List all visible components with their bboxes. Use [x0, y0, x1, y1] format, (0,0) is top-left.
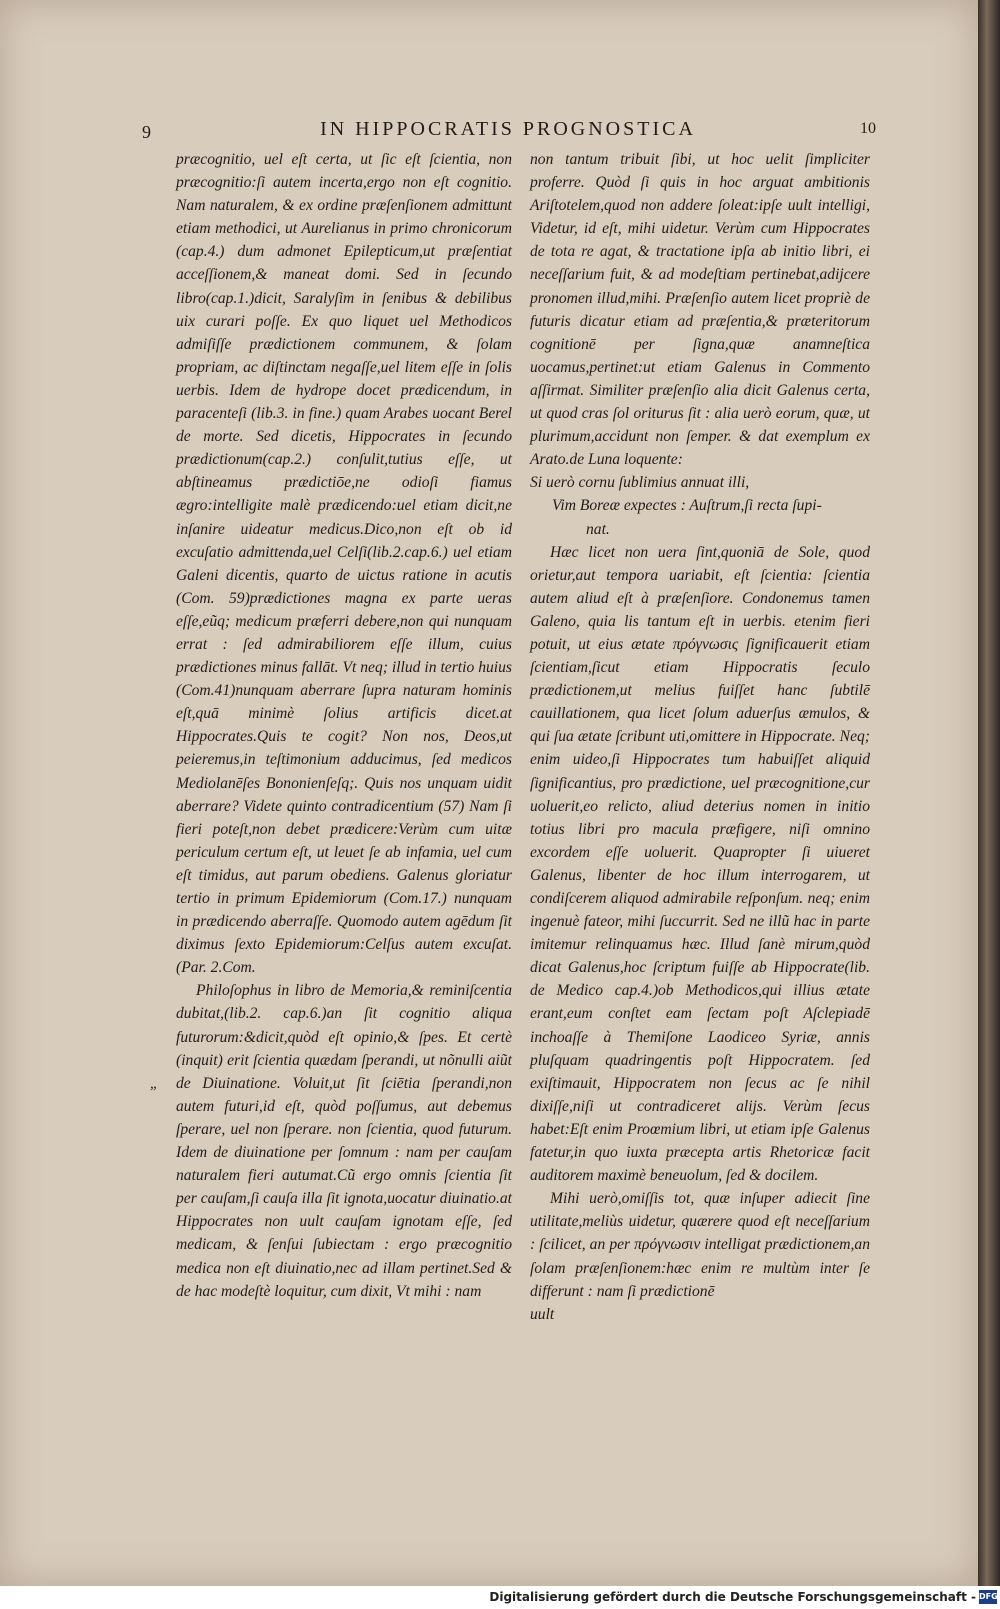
left-column [176, 148, 512, 1303]
verse-line: Si uerò cornu ſublimius annuat illi, [530, 474, 750, 492]
margin-quote-mark: ” [150, 1084, 157, 1100]
paragraph: non tantum tribuit ſibi, ut hoc uelit ſimpliciter proferre. Quòd ſi quis in hoc arguat ambitionis Ariſtotelem,quod non addere ſoleat:ipſe uult intelligi, Videtur, id eſt, mihi uidetur. Verùm cum Hippocrates de tota re agat, & tractatione ipſa ab initio libri, ei neceſſarium fuit, & ad modeſtiam pertinebat,adijcere pronomen illud,mihi. Præſenſio autem licet propriè de futuris dicatur etiam ad præſentia,& præteritorum cognitionē per ſigna,quæ anamneſtica uocamus,pertinet:ut etiam Galenus in Commento aſſirmat. Similiter præſenſio alia dicit Galenus certa, ut quod cras ſol oriturus ſit : alia uerò eorum, quæ, ut plurimum,accidunt non ſemper. & dat exemplum ex Arato.de Luna loquente: [530, 151, 870, 469]
funding-notice: Digitalisierung gefördert durch die Deutsche Forschungsgemeinschaft - [489, 1590, 976, 1604]
footer-bar [0, 1586, 1000, 1609]
dfg-logo-icon: DFG [979, 1590, 997, 1604]
verse-line: nat. [586, 520, 610, 538]
paragraph: Philoſophus in libro de Memoria,& reminiſcentia dubitat,(lib.2. cap.6.)an ſit cognitio aliqua futurorum:&dicit,quòd eſt opinio,& ſpes. Et certè (inquit) erit ſcientia quædam ſperandi, ut nõnulli aiũt de Diuinatione. Voluit,ut ſit ſciētia ſperandi,non autem futuri,id eſt, quòd poſſumus, aut debemus ſperare, uel non ſperare. non ſcientia, quod futurum. Idem de diuinatione per ſomnum : nam per cauſam naturalem fieri autumat.Cũ ergo omnis ſcientia ſit per cauſam,ſi cauſa illa ſit ignota,uocatur diuinatio.at Hippocrates non uult cauſam ignotam eſſe, ſed medicam, & ſenſui ſubiectam : ergo præcognitio medica non eſt diuinatio,nec ad illam pertinet.Sed & de hac modeſtè loquitur, cum dixit, Vt mihi : nam [176, 982, 512, 1300]
paragraph: Hæc licet non uera ſint,quoniā de Sole, quod orietur,aut tempora uariabit, eſt ſcientia: ſcientia autem aliud eſt à præſenſiore. Condonemus tamen Galeno, quia lis tantum eſt in uerbis. etenim fieri potuit, ut eius ætate πρόγνωσις ſignificauerit etiam ſcientiam,ſicut etiam Hippocratis ſeculo prædictionem,ut melius fuiſſet hanc ſubtilē cauillationem, qua licet ſolum aduerſus æmulos, & qui ſua ætate ſcribunt uti,omittere in Hippocrate. Neq; enim uideo,ſi Hippocrates tum habuiſſet aliquid ſignificantius, pro prædictione, uel præcognitione,cur uoluerit,eo relicto, aliud deterius nomen in initio totius libri pro macula præfigere, niſi omnino excordem eſſe uoluerit. Quapropter ſi uiueret Galenus, libenter de hoc illum interrogarem, ut condiſcerem aliquod admirabile reſponſum. neq; enim ingenuè fateor, mihi ſuccurrit. Sed ne illũ hac in parte imitemur relinquamus hæc. Illud ſanè mirum,quòd dicat Galenus,hoc ſcriptum fuiſſe ab Hippocrate(lib. de Medico cap.4.)ob Methodicos,qui illius ætate erant,eum conſtet eam ſectam poſt Aſclepiadē inchoaſſe à Themiſone Laodiceo Syriæ, annis pluſquam quadringentis poſt Hippocratem. ſed exiſtimauit, Hippocratem non ſecus ac ſe nihil dixiſſe,niſi ut contradiceret alijs. Verùm ſecus habet:Eſt enim Proœmium libri, ut etiam ipſe Galenus fatetur,in quo iuxta præcepta artis Rhetoricæ facit auditorem maximè beneuolum, ſed & docilem. [530, 543, 870, 1185]
verse-line: Vim Boreæ expectes : Auſtrum,ſi recta ſupi- [552, 497, 822, 515]
page-number-right: 10 [860, 120, 876, 137]
book-edge [978, 0, 1000, 1586]
page-number-left: 9 [142, 122, 151, 142]
running-title: IN HIPPOCRATIS PROGNOSTICA [320, 118, 696, 140]
page-header [140, 118, 876, 144]
paragraph: præcognitio, uel eſt certa, ut ſic eſt ſcientia, non præcognitio:ſi autem incerta,ergo non eſt cognitio. Nam naturalem, & ex ordine præſenſionem admittunt etiam methodici, ut Aurelianus in primo chronicorum (cap.4.) dum admonet Epilepticum,ut præſentiat acceſſionem,& maneat domi. Sed in ſecundo libro(cap.1.)dicit, Saralyſim in ſenibus & debilibus uix curari poſſe. Ex quo liquet uel Methodicos admiſiſſe prædictionem communem, & ſolam propriam, ac diſtinctam negaſſe,uel litem eſſe in ſolis uerbis. Idem de hydrope docet prædicendum, in paracenteſi (lib.3. in fine.) quam Arabes uocant Berel de morte. Sed dicetis, Hippocrates in ſecundo prædictionum(cap.2.) conſulit,tutius eſſe, ut abſtineamus prædictiōe,ne odioſi fiamus ægro:intelligite malè prædicendo:uel etiam dicit,ne inſanire uideatur medicus.Dico,non eſt ob id excuſatio admittenda,uel Celſi(lib.2.cap.6.) uel etiam Galeni dicentis, quarto de uictus ratione in acutis (Com. 59)prædictiones magna ex parte ueras eſſe,eũq; medicum præferri debere,non qui nunquam errat : ſed admirabiliorem eſſe illum, cuius prædictiones minus fallāt. Vt neq; illud in tertio huius (Com.41)nunquam aberrare ſupra naturam hominis eſt,quā minimè ſolius artificis dicet.at Hippocrates.Quis te cogit? Non nos, Deos,ut peieremus,in teſtimonium adducimus, ſed medicos Mediolanēſes Bononienſeſq;. Quis nos unquam uidit aberrare? Videte quinto contradicentium (57) Nam ſi fieri poteſt,non debet prædicere:Verùm cum uitæ periculum certum eſt, ut leuet ſe ab infamia, uel cum eſt timidus, aut parum obediens. Galenus gloriatur tertio in primum Epidemiorum (Com.17.) nunquam in prædicendo aberraſſe. Quomodo autem agēdum ſit diximus ſexto Epidemiorum:Celſus autem excuſat. (Par. 2.Com. [176, 151, 512, 977]
right-column [530, 148, 870, 1326]
paragraph: Mihi uerò,omiſſis tot, quæ inſuper adiecit ſine utilitate,meliùs uidetur, quærere quod eſt neceſſarium : ſcilicet, an per πρόγνωσιν intelligat prædictionem,an ſolam præſenſionem:hæc enim re multùm inter ſe differunt : nam ſi prædictionē [530, 1190, 870, 1300]
catchword: uult [530, 1305, 555, 1323]
